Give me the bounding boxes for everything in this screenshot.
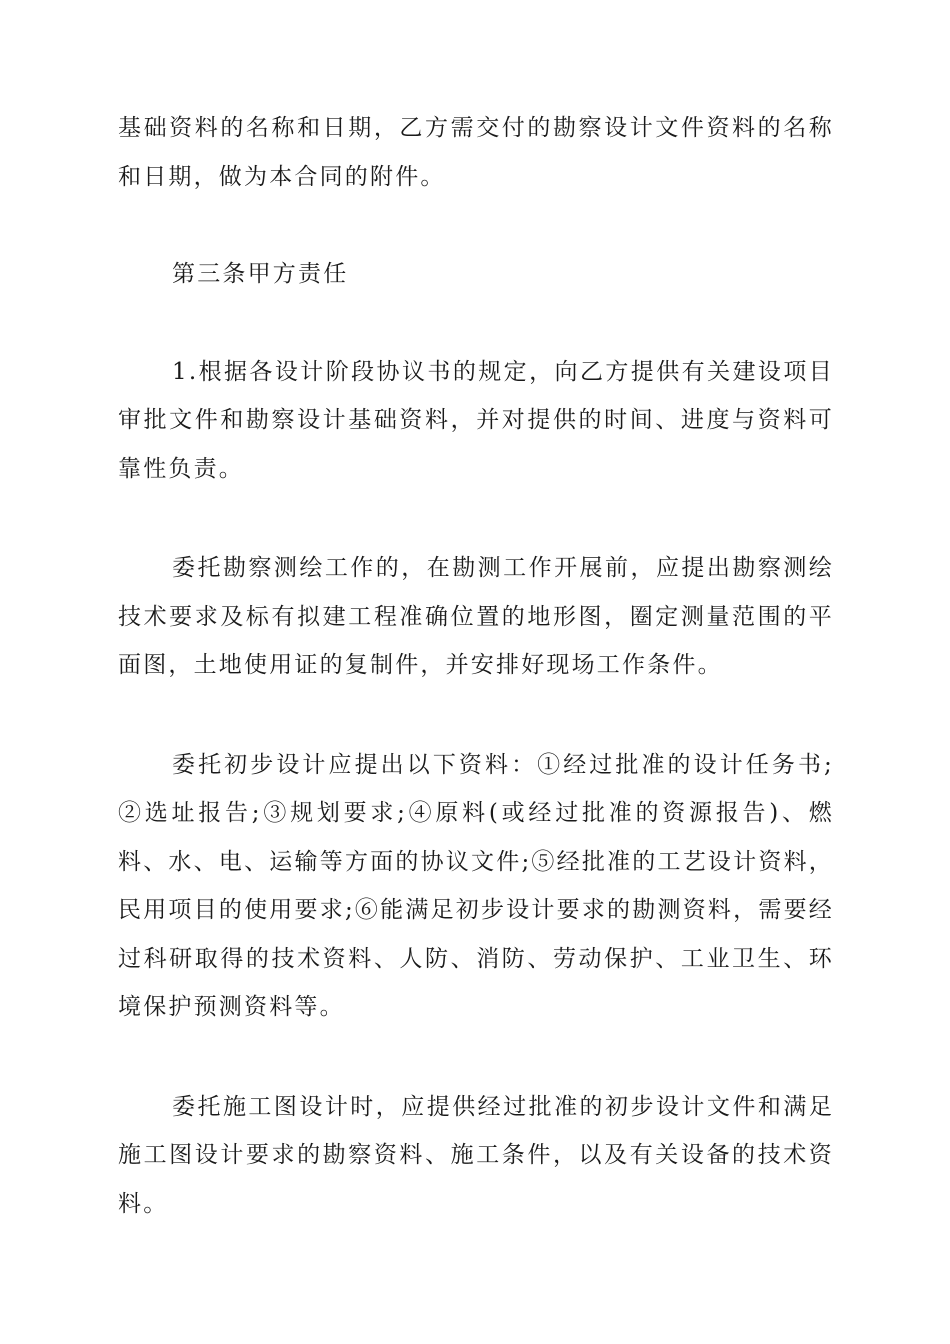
paragraph-construction-drawing: 委托施工图设计时，应提供经过批准的初步设计文件和满足施工图设计要求的勘察资料、施工条件，以及有关设备的技术资料。 xyxy=(118,1093,834,1217)
paragraph-continuation: 基础资料的名称和日期，乙方需交付的勘察设计文件资料的名称和日期，做为本合同的附件。 xyxy=(118,115,834,190)
paragraph-item-1: 1.根据各设计阶段协议书的规定，向乙方提供有关建设项目审批文件和勘察设计基础资料，并对提供的时间、进度与资料可靠性负责。 xyxy=(118,358,834,482)
document-body xyxy=(118,104,834,1228)
section-heading-article-3: 第三条甲方责任 xyxy=(172,261,349,287)
paragraph-survey-commission: 委托勘察测绘工作的，在勘测工作开展前，应提出勘察测绘技术要求及标有拟建工程准确位置的地形图，圈定测量范围的平面图，土地使用证的复制件，并安排好现场工作条件。 xyxy=(118,555,834,678)
paragraph-preliminary-design: 委托初步设计应提出以下资料：①经过批准的设计任务书;②选址报告;③规划要求;④原料(或经过批准的资源报告)、燃料、水、电、运输等方面的协议文件;⑤经批准的工艺设计资料，民用项目的使用要求;⑥能满足初步设计要求的勘测资料，需要经过科研取得的技术资料、人防、消防、劳动保护、工业卫生、环境保护预测资料等。 xyxy=(118,751,834,1020)
